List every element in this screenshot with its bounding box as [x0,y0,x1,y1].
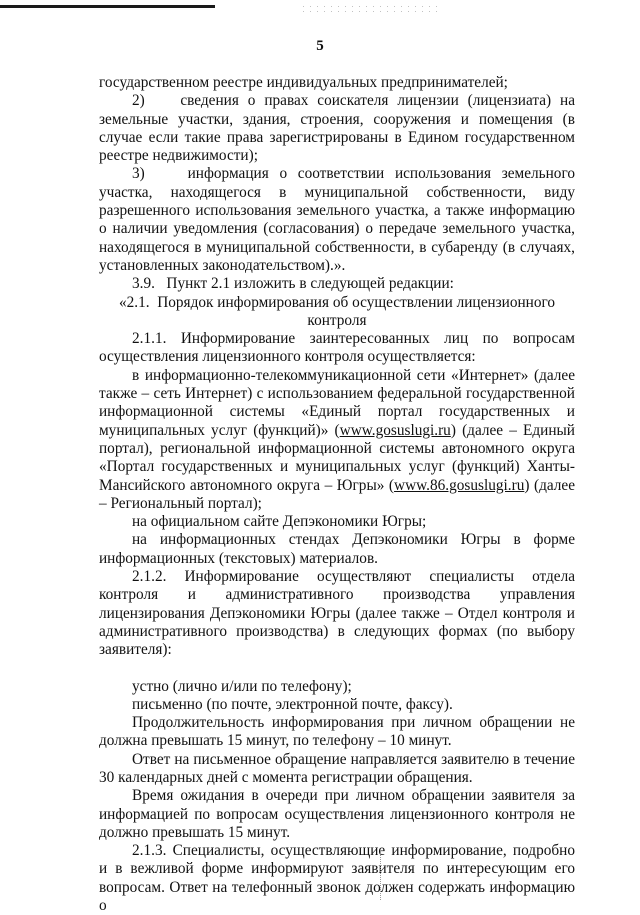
page-number: 5 [316,38,324,54]
paragraph-clause-3-9: 3.9. Пункт 2.1 изложить в следующей редакции: [132,275,454,293]
link-gosuslugi[interactable]: www.gosuslugi.ru [339,421,451,439]
paragraph-written-answer: Ответ на письменное обращение направляется заявителю в течение 30 календарных дней с момента регистрации обращения. [99,750,575,786]
scan-artifact-line [0,5,215,8]
paragraph-registry-end: государственном реестре индивидуальных предпринимателей; [99,74,508,91]
paragraph-internet-info [99,367,575,513]
link-86-gosuslugi[interactable]: www.86.gosuslugi.ru [394,476,525,494]
section-heading-2-1: «2.1. Порядок информирования об осуществлении лицензионного контроля [118,293,556,329]
document-body [99,74,575,915]
paragraph-item-3: 3) информация о соответствии использования земельного участка, находящегося в муниципальной собственности, виду разрешенного использования земельного участка, а также информацию о наличии уведомления (согласования) о передаче земельного участка, находящегося в муниципальной собственности, в субаренду (в случаях, установленных законодательством).». [99,165,575,274]
paragraph-info-stands: на информационных стендах Депэкономики Югры в форме информационных (текстовых) материалов. [99,531,575,567]
text-segment: ) (далее – Единый портал), региональной информационной системы автономного округа «Портал государственных и муниципальных услуг (функций) Ханты-Мансийского автономного округа – Югры» ( [99,421,575,494]
paragraph-2-1-2: 2.1.2. Информирование осуществляют специалисты отдела контроля и административного производства управления лицензирования Депэкономики Югры (далее также – Отдел контроля и административного производства) в следующих формах (по выбору заявителя): [99,568,575,659]
paragraph-item-2: 2) сведения о правах соискателя лицензии (лицензиата) на земельные участки, здания, строения, сооружения и помещения (в случае если такие права зарегистрированы в Едином государственном реестре недвижимости); [99,92,575,165]
paragraph-official-site: на официальном сайте Депэкономики Югры; [132,513,427,531]
paragraph-oral: устно (лично и/или по телефону); [132,677,352,695]
paragraph-duration: Продолжительность информирования при личном обращении не должна превышать 15 минут, по телефону – 10 минут. [99,714,575,750]
scan-artifact-dots [300,4,440,12]
text-segment: ) (далее – Региональный портал); [99,476,575,512]
text-segment: в информационно-телекоммуникационной сети «Интернет» (далее также – сеть Интернет) с использованием федеральной государственной информационной системы «Единый портал государственных и муниципальных услуг (функций)» ( [99,366,575,439]
scan-artifact-fold [380,850,382,900]
paragraph-written: письменно (по почте, электронной почте, факсу). [132,695,453,713]
paragraph-2-1-1: 2.1.1. Информирование заинтересованных лиц по вопросам осуществления лицензионного контроля осуществляется: [99,330,575,366]
paragraph-waiting-time: Время ожидания в очереди при личном обращении заявителя за информацией по вопросам осуществления лицензионного контроля не должно превышать 15 минут. [99,787,575,841]
paragraph-2-1-3: 2.1.3. Специалисты, осуществляющие информирование, подробно и в вежливой форме информируют заявителя по интересующим его вопросам. Ответ на телефонный звонок должен содержать информацию о [99,842,575,915]
